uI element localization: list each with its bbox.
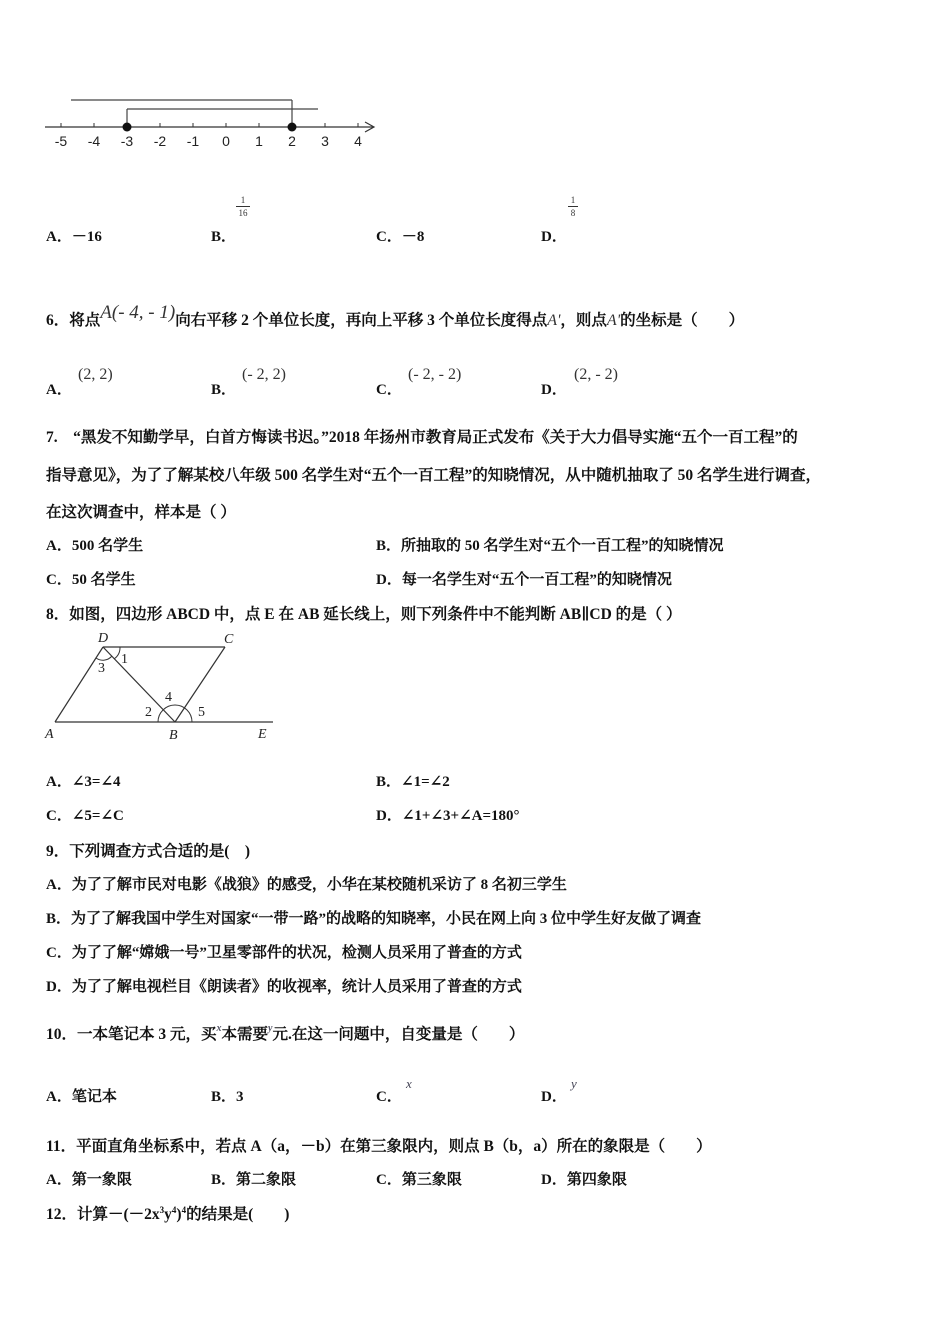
label-4: 4 [165,690,172,705]
angle-arc-1 [114,647,120,659]
q6-option-d[interactable]: D． [541,382,567,398]
q6-option-a[interactable]: A． [46,382,72,398]
q6-option-c[interactable]: C． [376,382,402,398]
q11-option-b[interactable]: B．第二象限 [211,1172,297,1188]
q6-option-d-value: (2, - 2) [574,366,618,383]
q6-option-c-value: (- 2, - 2) [408,366,462,383]
q8-option-a[interactable]: A．∠3=∠4 [46,774,121,790]
line-DB [103,647,175,722]
tick-label--5: -5 [54,133,68,149]
label-E: E [258,727,267,742]
tick-label--1: -1 [186,133,200,149]
label-1: 1 [121,652,128,667]
tick-label-1: 1 [255,133,263,149]
q5-option-c[interactable]: C．－8 [376,229,425,245]
q11-option-d[interactable]: D．第四象限 [541,1172,627,1188]
q11-option-a[interactable]: A．第一象限 [46,1172,132,1188]
label-3: 3 [98,661,105,676]
q9-option-d[interactable]: D．为了了解电视栏目《朗读者》的收视率，统计人员采用了普查的方式 [46,979,522,995]
tick-label--2: -2 [153,133,167,149]
q8-quadrilateral-figure [40,628,280,743]
label-5: 5 [198,705,205,720]
q5-option-b-fraction: 1 16 [236,195,250,218]
q10-option-b[interactable]: B．3 [211,1089,244,1105]
line-AD [55,647,103,722]
q8-option-b[interactable]: B．∠1=∠2 [376,774,450,790]
angle-arc-B [158,705,192,722]
q7-option-a[interactable]: A．500 名学生 [46,538,144,554]
q9-stem: 9．下列调查方式合适的是( ) [46,843,251,860]
point-minus-3 [123,123,132,132]
tick-label--4: -4 [87,133,101,149]
q9-option-a[interactable]: A．为了了解市民对电影《战狼》的感受，小华在某校随机采访了 8 名初三学生 [46,877,567,893]
q5-option-d-fraction: 1 8 [568,195,578,218]
number-line-figure [40,92,385,154]
label-A: A [45,727,54,742]
q5-option-d[interactable]: D． [541,229,567,245]
q7-option-d[interactable]: D．每一名学生对“五个一百工程”的知晓情况 [376,572,672,588]
q12-stem: 12．计算$-(-2x^3y^4)^4$的结果是( ) [46,1204,290,1223]
tick-label-3: 3 [321,133,329,149]
q10-option-c-math: x [406,1076,412,1091]
q7-option-b[interactable]: B．所抽取的 50 名学生对“五个一百工程”的知晓情况 [376,538,724,554]
tick-label-2: 2 [288,133,296,149]
label-C: C [224,632,234,647]
q6-option-a-value: (2, 2) [78,366,113,383]
q10-option-d[interactable]: D． [541,1089,567,1105]
q5-option-b[interactable]: B． [211,229,237,245]
label-B: B [169,728,178,743]
q10-option-c[interactable]: C． [376,1089,402,1105]
q8-option-d[interactable]: D．∠1+∠3+∠A=180° [376,808,520,824]
q8-option-c[interactable]: C．∠5=∠C [46,808,124,824]
label-D: D [98,631,109,646]
q5-option-a[interactable]: A．－16 [46,229,102,245]
q10-option-d-math: y [571,1076,577,1091]
q7-line-1: 7. “黑发不知勤学早，白首方悔读书迟。”2018 年扬州市教育局正式发布《关于大力倡导实施“五个一百工程”的 [46,429,798,446]
point-2 [288,123,297,132]
tick-label-0: 0 [222,133,230,149]
angle-arc-3 [96,656,112,660]
q9-option-c[interactable]: C．为了了解“嫦娥一号”卫星零部件的状况，检测人员采用了普查的方式 [46,945,522,961]
q11-stem: 11．平面直角坐标系中，若点 A（a，－b）在第三象限内，则点 B（b，a）所在的象限是（ ） [46,1138,712,1155]
q7-line-2: 指导意见》，为了了解某校八年级 500 名学生对“五个一百工程”的知晓情况，从中随机抽取了 50 名学生进行调查， [46,467,822,484]
q10-stem: 10．一本笔记本 3 元，买$^x$本需要$^y$元.在这一问题中，自变量是（ ） [46,1023,525,1043]
q9-option-b[interactable]: B．为了了解我国中学生对国家“一带一路”的战略的知晓率，小民在网上向 3 位中学生好友做了调查 [46,911,702,927]
q6-option-b-value: (- 2, 2) [242,366,286,383]
q7-option-c[interactable]: C．50 名学生 [46,572,136,588]
q8-stem: 8．如图，四边形 ABCD 中，点 E 在 AB 延长线上，则下列条件中不能判断 AB∥CD 的是（ ） [46,606,682,623]
q11-option-c[interactable]: C．第三象限 [376,1172,462,1188]
q6-option-b[interactable]: B． [211,382,237,398]
q6-stem: 6．将点A(- 4, - 1)向右平移 2 个单位长度，再向上平移 3 个单位长度得点A'，则点A'的坐标是（ ） [46,302,745,329]
label-2: 2 [145,705,152,720]
q7-line-3: 在这次调查中，样本是（ ） [46,504,236,521]
q10-option-a[interactable]: A．笔记本 [46,1089,117,1105]
tick-label--3: -3 [120,133,134,149]
tick-label-4: 4 [354,133,362,149]
